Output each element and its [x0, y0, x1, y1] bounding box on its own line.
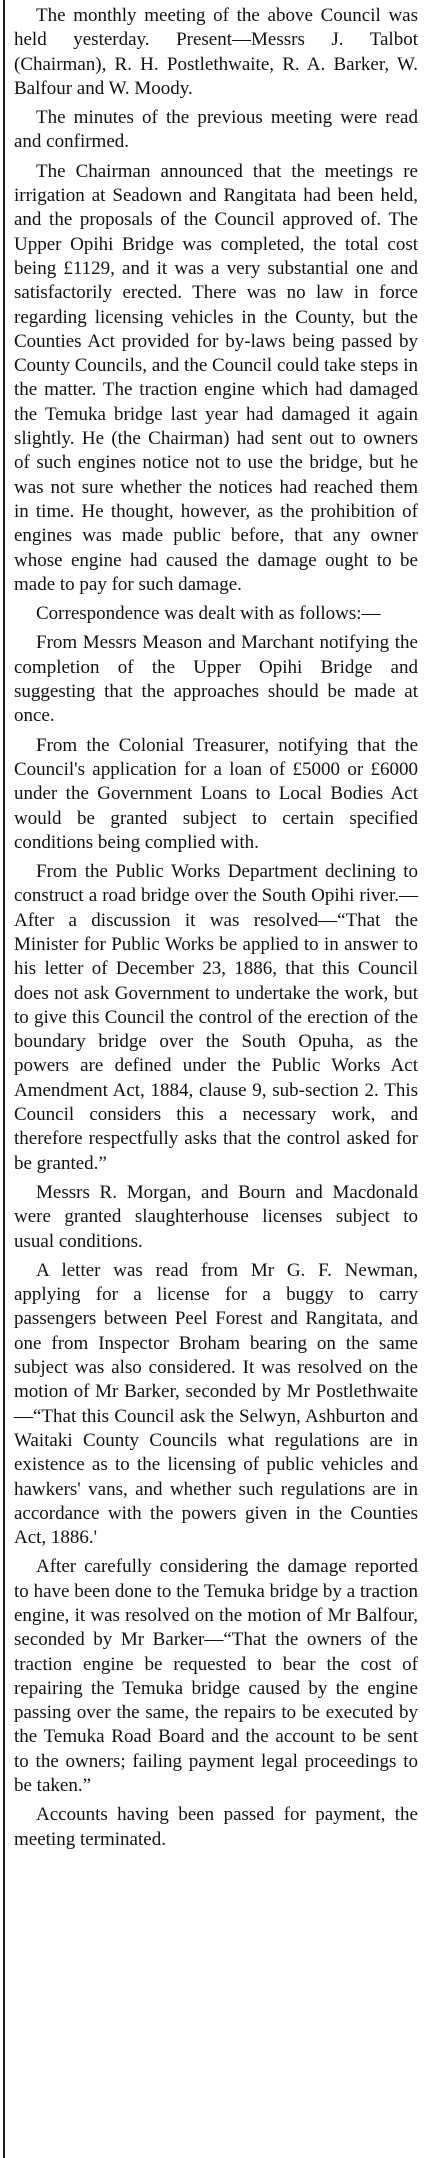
article-paragraph: Correspondence was dealt with as follows:— [36, 603, 381, 625]
article-paragraph: Messrs R. Morgan, and Bourn and Macdonald were granted slaughterhouse licenses subject to usual conditions. [14, 1181, 418, 1252]
article-paragraph: From the Colonial Treasurer, notifying that the Council's application for a loan of £5000 or £6000 under the Government Loans to Local Bodies Act would be granted subject to certain specified conditions being complied with. [14, 734, 418, 853]
article-paragraph: The Chairman announced that the meetings re irrigation at Seadown and Rangitata had been held, and the proposals of the Council approved of. The Upper Opihi Bridge was completed, the total cost being £1129, and it was a very substantial one and satisfactorily erected. There was no law in force regarding licensing vehicles in the County, but the Counties Act provided for by-laws being passed by County Councils, and the Council could take steps in the matter. The traction engine which had damaged the Temuka bridge last year had damaged it again slightly. He (the Chairman) had sent out to owners of such engines notice not to use the bridge, but he was not sure whether the notices had reached them in time. He thought, however, as the prohibition of engines was made public before, that any owner whose engine had caused the damage ought to be made to pay for such damage. [14, 160, 418, 595]
article-paragraph: From Messrs Meason and Marchant notifying the completion of the Upper Opihi Bridge and suggesting that the approaches should be made at once. [14, 632, 418, 727]
article-column [14, 4, 418, 1857]
article-paragraph: Accounts having been passed for payment, the meeting terminated. [14, 1804, 418, 1850]
column-rule [3, 0, 5, 2158]
article-paragraph: A letter was read from Mr G. F. Newman, applying for a license for a buggy to carry passengers between Peel Forest and Rangitata, and one from Inspector Broham bearing on the same subject was also considered. It was resolved on the motion of Mr Barker, seconded by Mr Postlethwaite—“That this Council ask the Selwyn, Ashburton and Waitaki County Councils what regulations are in existence as to the licensing of public vehicles and hawkers' vans, and whether such regulations are in accordance with the powers given in the Counties Act, 1886.' [14, 1259, 418, 1549]
article-paragraph: The minutes of the previous meeting were read and confirmed. [14, 107, 418, 153]
article-paragraph: From the Public Works Department declining to construct a road bridge over the South Opihi river.—After a discussion it was resolved—“That the Minister for Public Works be applied to in answer to his letter of December 23, 1886, that this Council does not ask Government to undertake the work, but to give this Council the control of the erection of the boundary bridge over the South Opuha, as the powers are defined under the Public Works Act Amendment Act, 1884, clause 9, sub-section 2. This Council considers this a necessary work, and therefore respectfully asks that the control asked for be granted.” [14, 861, 418, 1174]
article-paragraph: After carefully considering the damage reported to have been done to the Temuka bridge by a traction engine, it was resolved on the motion of Mr Balfour, seconded by Mr Barker—“That the owners of the traction engine be requested to bear the cost of repairing the Temuka bridge caused by the engine passing over the same, the repairs to be executed by the Temuka Road Board and the account to be sent to the owners; failing payment legal proceedings to be taken.” [14, 1556, 418, 1797]
article-paragraph: The monthly meeting of the above Council was held yesterday. Present—Messrs J. Talbot (Chairman), R. H. Postlethwaite, R. A. Barker, W. Balfour and W. Moody. [14, 5, 418, 99]
